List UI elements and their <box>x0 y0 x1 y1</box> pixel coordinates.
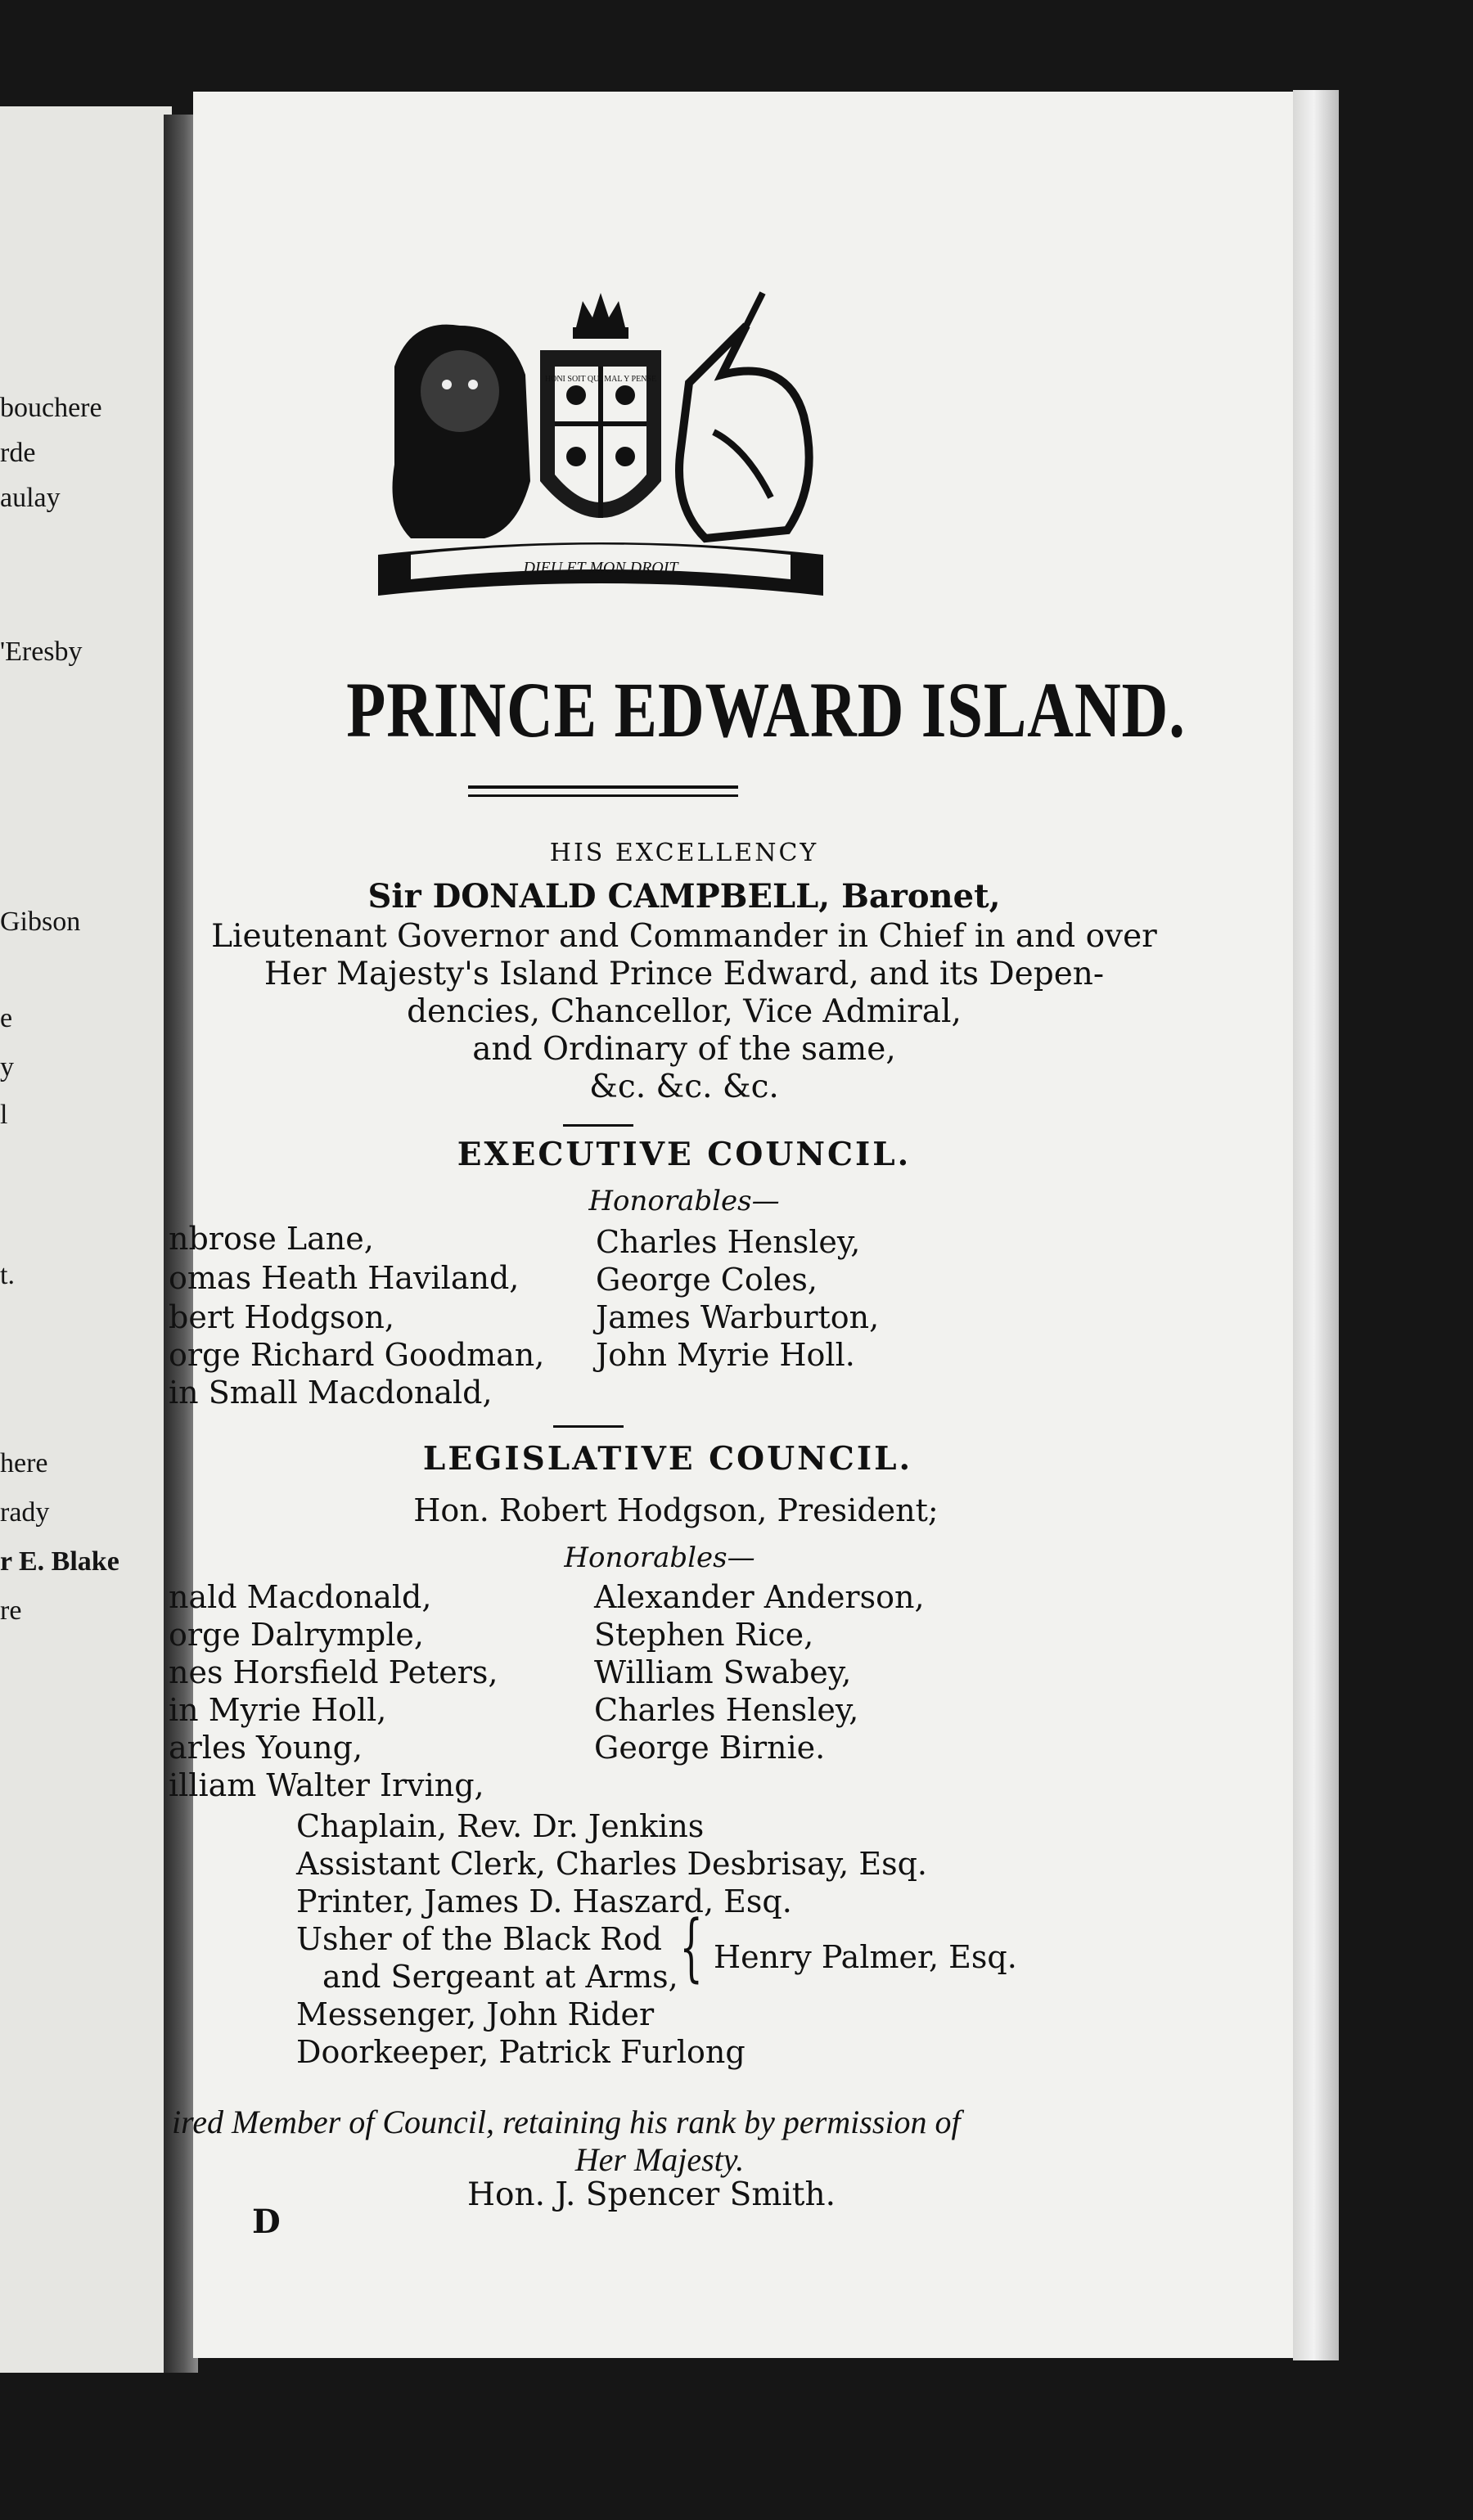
governor-line: &c. &c. &c. <box>589 1069 779 1105</box>
executive-member: orge Richard Goodman, <box>169 1337 545 1373</box>
left-line: Gibson <box>0 907 81 937</box>
governor-name: Sir DONALD CAMPBELL, Baronet, <box>367 877 1001 916</box>
executive-member: John Myrie Holl. <box>596 1337 855 1373</box>
executive-member: nbrose Lane, <box>169 1221 374 1257</box>
brace-icon: { <box>679 1905 703 1991</box>
signature-mark: D <box>252 2203 281 2241</box>
officer-printer: Printer, James D. Haszard, Esq. <box>296 1883 792 1919</box>
left-facing-page <box>0 106 172 2373</box>
legislative-member: Alexander Anderson, <box>594 1579 925 1615</box>
executive-member: bert Hodgson, <box>169 1299 394 1335</box>
officer-chaplain: Chaplain, Rev. Dr. Jenkins <box>296 1808 705 1844</box>
executive-member: omas Heath Haviland, <box>169 1260 520 1296</box>
page-edge <box>1293 90 1339 2360</box>
left-line: re <box>0 1595 22 1626</box>
governor-line: Lieutenant Governor and Commander in Chief in and over <box>211 918 1157 955</box>
executive-heading: EXECUTIVE COUNCIL. <box>457 1136 912 1173</box>
excellency-label: HIS EXCELLENCY <box>549 839 819 867</box>
officer-usher-name: Henry Palmer, Esq. <box>714 1939 1017 1975</box>
left-line: l <box>0 1100 8 1130</box>
executive-member: James Warburton, <box>596 1299 880 1335</box>
legislative-member: Charles Hensley, <box>594 1692 859 1728</box>
legislative-member: in Myrie Holl, <box>169 1692 387 1728</box>
legislative-member: arles Young, <box>169 1730 363 1766</box>
motto-text: DIEU ET MON DROIT <box>523 559 678 577</box>
left-line: y <box>0 1052 14 1082</box>
legislative-member: orge Dalrymple, <box>169 1617 424 1653</box>
executive-member: George Coles, <box>596 1262 818 1298</box>
left-line: r E. Blake <box>0 1546 119 1577</box>
left-line: bouchere <box>0 393 102 423</box>
officer-messenger: Messenger, John Rider <box>296 1996 655 2032</box>
governor-line: dencies, Chancellor, Vice Admiral, <box>407 993 962 1030</box>
retired-member-note: Her Majesty. <box>574 2141 745 2178</box>
retired-member-note: ired Member of Council, retaining his rank by permission of <box>172 2104 961 2140</box>
officer-usher: Usher of the Black Rod <box>296 1921 663 1957</box>
governor-line: and Ordinary of the same, <box>472 1031 896 1068</box>
legislative-member: Stephen Rice, <box>594 1617 814 1653</box>
executive-member: in Small Macdonald, <box>169 1375 493 1411</box>
main-page <box>169 92 1339 2358</box>
section-rule <box>563 1124 633 1127</box>
royal-coat-of-arms <box>362 285 840 645</box>
legislative-member: illiam Walter Irving, <box>169 1767 484 1803</box>
page-title: PRINCE EDWARD ISLAND. <box>346 666 1186 754</box>
executive-member: Charles Hensley, <box>596 1224 861 1260</box>
left-line: rde <box>0 438 36 468</box>
section-rule <box>553 1425 624 1428</box>
officer-clerk: Assistant Clerk, Charles Desbrisay, Esq. <box>296 1846 927 1882</box>
legislative-member: nes Horsfield Peters, <box>169 1654 498 1690</box>
left-line: e <box>0 1003 13 1033</box>
officer-doorkeeper: Doorkeeper, Patrick Furlong <box>296 2034 746 2070</box>
legislative-heading: LEGISLATIVE COUNCIL. <box>422 1440 913 1478</box>
left-line: here <box>0 1448 48 1478</box>
legislative-subheading: Honorables— <box>564 1541 755 1574</box>
left-line: 'Eresby <box>0 637 83 667</box>
garter-text: HONI SOIT QUI MAL Y PENSE <box>544 375 657 384</box>
left-line: t. <box>0 1260 15 1290</box>
legislative-member: William Swabey, <box>594 1654 852 1690</box>
legislative-member: George Birnie. <box>594 1730 826 1766</box>
executive-subheading: Honorables— <box>588 1185 780 1217</box>
legislative-member: nald Macdonald, <box>169 1579 432 1615</box>
governor-line: Her Majesty's Island Prince Edward, and its Depen- <box>264 956 1105 992</box>
legislative-president: Hon. Robert Hodgson, President; <box>413 1492 939 1528</box>
title-rule <box>468 785 738 797</box>
left-line: aulay <box>0 483 61 513</box>
retired-member-name: Hon. J. Spencer Smith. <box>466 2176 836 2213</box>
officer-usher: and Sergeant at Arms, <box>322 1959 678 1995</box>
left-line: rady <box>0 1497 50 1528</box>
